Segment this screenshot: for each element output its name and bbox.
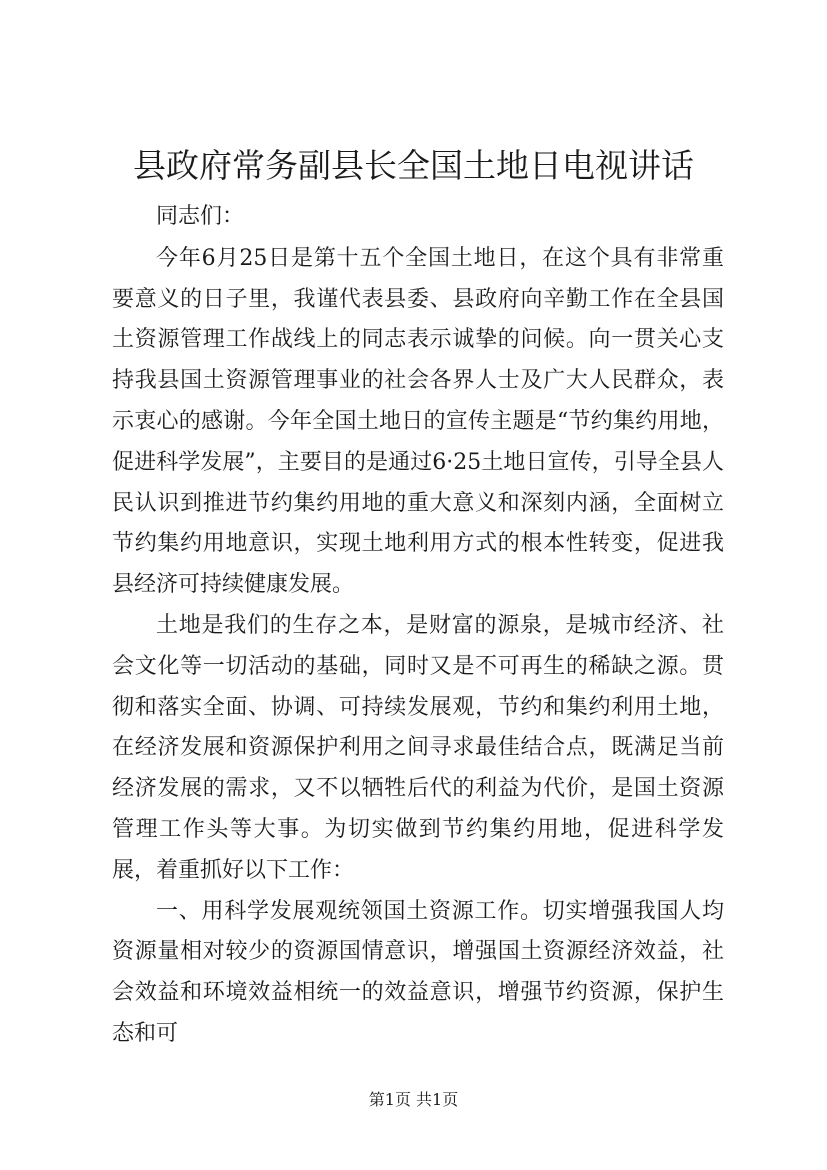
document-title: 县政府常务副县长全国土地日电视讲话 [133, 146, 694, 185]
document-body [112, 197, 724, 1055]
page-footer: 第1页 共1页 [368, 1090, 459, 1109]
salutation: 同志们： [156, 204, 245, 229]
paragraph-1: 今年6月25日是第十五个全国土地日，在这个具有非常重要意义的日子里，我谨代表县委、县政府向辛勤工作在全县国土资源管理工作战线上的同志表示诚挚的问候。向一贯关心支持我县国土资源管理事业的社会各界人士及广大人民群众，表示衷心的感谢。今年全国土地日的宣传主题是“节约集约用地，促进科学发展”，主要目的是通过6·25土地日宣传，引导全县人民认识到推进节约集约用地的重大意义和深刻内涵，全面树立节约集约用地意识，实现土地利用方式的根本性转变，促进我县经济可持续健康发展。 [112, 245, 724, 598]
paragraph-2: 土地是我们的生存之本，是财富的源泉，是城市经济、社会文化等一切活动的基础，同时又是不可再生的稀缺之源。贯彻和落实全面、协调、可持续发展观，节约和集约利用土地，在经济发展和资源保护利用之间寻求最佳结合点，既满足当前经济发展的需求，又不以牺牲后代的利益为代价，是国土资源管理工作头等大事。为切实做到节约集约用地，促进科学发展，着重抓好以下工作： [112, 612, 724, 883]
paragraph-3: 一、用科学发展观统领国土资源工作。切实增强我国人均资源量相对较少的资源国情意识，增强国土资源经济效益，社会效益和环境效益相统一的效益意识，增强节约资源，保护生态和可 [112, 898, 724, 1046]
